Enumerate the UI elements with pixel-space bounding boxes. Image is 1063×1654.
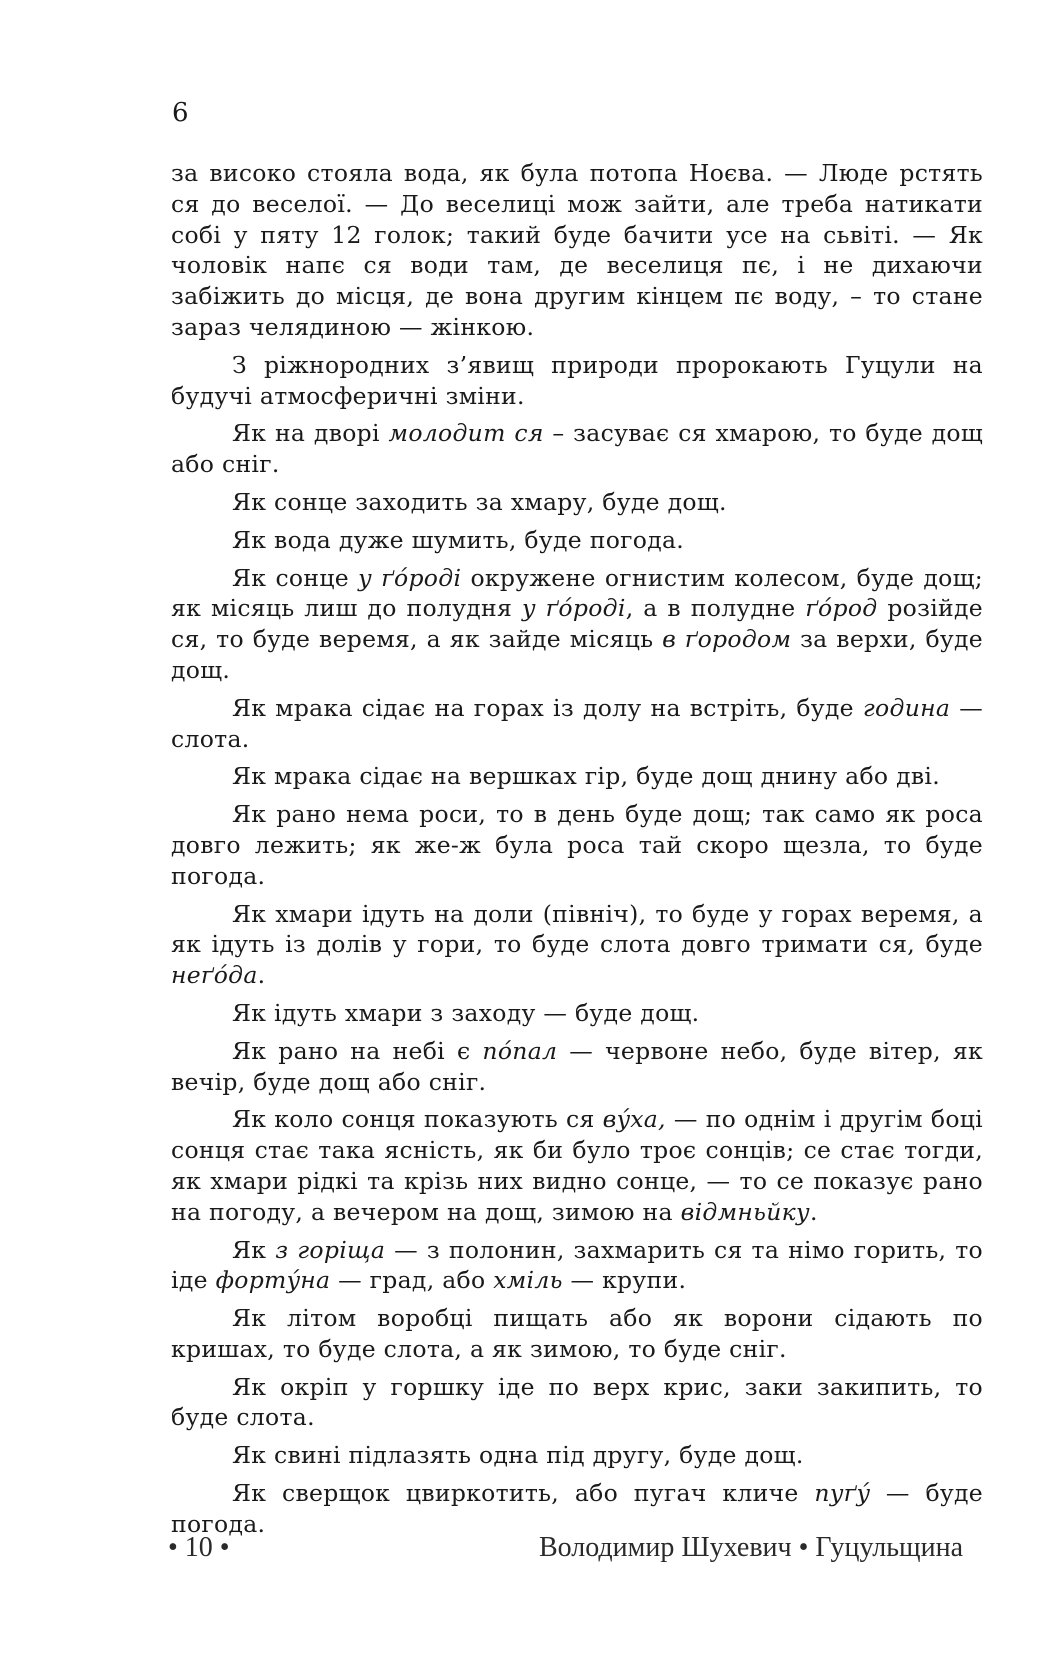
page-number: 6 — [172, 98, 189, 128]
italic-term: відмньйку — [680, 1197, 810, 1226]
footer-page-number: • 10 • — [168, 1532, 230, 1563]
text-run: за верхи, буде дощ. — [171, 625, 984, 684]
text-run: Як хмари ідуть на доли (північ), то буде у горах веремя, а як ідуть із долів у гори, то буде слота довго тримати ся, буде — [171, 899, 983, 959]
paragraph — [171, 799, 983, 891]
italic-term: пóпал — [482, 1036, 558, 1065]
paragraph — [171, 525, 983, 556]
paragraph — [171, 1478, 983, 1540]
text-run: Як на дворі — [232, 419, 389, 448]
paragraph — [171, 158, 983, 343]
italic-term: неґóда — [171, 961, 258, 990]
text-run: Як — [232, 1235, 276, 1264]
text-run: — червоне небо, буде вітер, як вечір, буде дощ або сніг. — [171, 1036, 983, 1096]
text-run: . — [257, 961, 266, 990]
text-run: за високо стояла вода, як була потопа Ноєва. — Люде рстять ся до веселої. — До веселиці мож зайти, але треба натикати собі у пяту 12 голок; такий буде бачити усе на сьвіті. — Як чоловік напє ся води там, де веселиця пє, і не дихаючи забіжить до місця, де вона другим кінцем пє воду, – то стане зараз челядиною — жінкою. — [171, 159, 983, 341]
text-run: Як коло сонця показують ся — [232, 1105, 603, 1134]
page-footer — [168, 1532, 963, 1564]
text-run: . — [809, 1197, 818, 1226]
text-run: — буде погода. — [171, 1479, 983, 1538]
paragraph — [171, 487, 983, 518]
italic-term: у ґóроді — [521, 594, 626, 623]
text-run: Як сонце заходить за хмару, буде дощ. — [232, 487, 727, 516]
text-run: Як ідуть хмари з заходу — буде дощ. — [232, 998, 700, 1027]
italic-term: ґóрод — [805, 594, 878, 623]
italic-term: фортýна — [215, 1266, 331, 1295]
text-run: З ріжнородних з’явищ природи пророкають Гуцули на будучі атмосферичні зміни. — [171, 350, 983, 410]
italic-term: година — [862, 693, 951, 722]
footer-author-title: Володимир Шухевич • Гуцульщина — [538, 1532, 963, 1563]
italic-term: хміль — [493, 1266, 563, 1295]
text-run: Як рано на небі є — [232, 1036, 483, 1065]
paragraph — [171, 1104, 983, 1227]
text-run: — крупи. — [562, 1266, 687, 1295]
paragraph — [171, 998, 983, 1029]
text-run: — град, або — [330, 1266, 494, 1295]
text-run: Як вода дуже шумить, буде погода. — [232, 525, 685, 554]
paragraph — [171, 563, 983, 686]
text-run: Як літом воробці пищать або як ворони сідають по кришах, то буде слота, а як зимою, то буде сніг. — [171, 1304, 983, 1363]
text-run: — по однім і другім боці сонця стає така ясність, як би було троє сонців; се стає тогди, як хмари рідкі та крізь них видно сонце, — то се показує рано на погоду, а вечером на дощ, зимою на — [171, 1105, 983, 1226]
italic-term: з горіща — [275, 1235, 386, 1264]
paragraph — [171, 1440, 983, 1471]
text-run: — з полонин, захмарить ся та німо горить, то іде — [171, 1235, 984, 1295]
paragraph — [171, 1235, 983, 1297]
text-run: розійде ся, то буде веремя, а як зайде місяць — [171, 594, 983, 654]
text-run: Як сонце — [232, 563, 359, 592]
text-run: Як рано нема роси, то в день буде дощ; так само як роса довго лежить; як же-ж була роса тай скоро щезла, то буде погода. — [171, 800, 983, 890]
italic-term: пуґý — [814, 1479, 871, 1508]
paragraph — [171, 1303, 983, 1365]
paragraph — [171, 1372, 983, 1434]
text-run: – засуває ся хмарою, то буде дощ або сніг. — [171, 419, 984, 479]
italic-term: молодит ся — [388, 419, 544, 448]
text-run: , а в полудне — [625, 594, 806, 623]
text-run: Як сверщок цвиркотить, або пугач кличе — [232, 1479, 815, 1508]
paragraph — [171, 899, 983, 991]
text-run: Як свині підлазять одна під другу, буде дощ. — [232, 1441, 804, 1470]
text-run: Як окріп у горшку іде по верх крис, заки закипить, то буде слота. — [171, 1372, 983, 1432]
paragraph — [171, 350, 983, 412]
italic-term: у ґóроді — [358, 563, 462, 592]
text-body — [171, 158, 983, 1547]
paragraph — [171, 693, 983, 755]
italic-term: вýха, — [602, 1105, 666, 1134]
paragraph — [171, 1036, 983, 1098]
italic-term: в ґородом — [662, 625, 792, 654]
text-run: Як мрака сідає на горах із долу на встріть, буде — [232, 693, 863, 722]
paragraph — [171, 418, 983, 480]
text-run: Як мрака сідає на вершках гір, буде дощ днину або дві. — [232, 762, 941, 791]
text-run: окружене огнистим колесом, буде дощ; як місяць лиш до полудня — [171, 563, 983, 623]
text-run: — слота. — [171, 693, 983, 753]
paragraph — [171, 761, 983, 792]
